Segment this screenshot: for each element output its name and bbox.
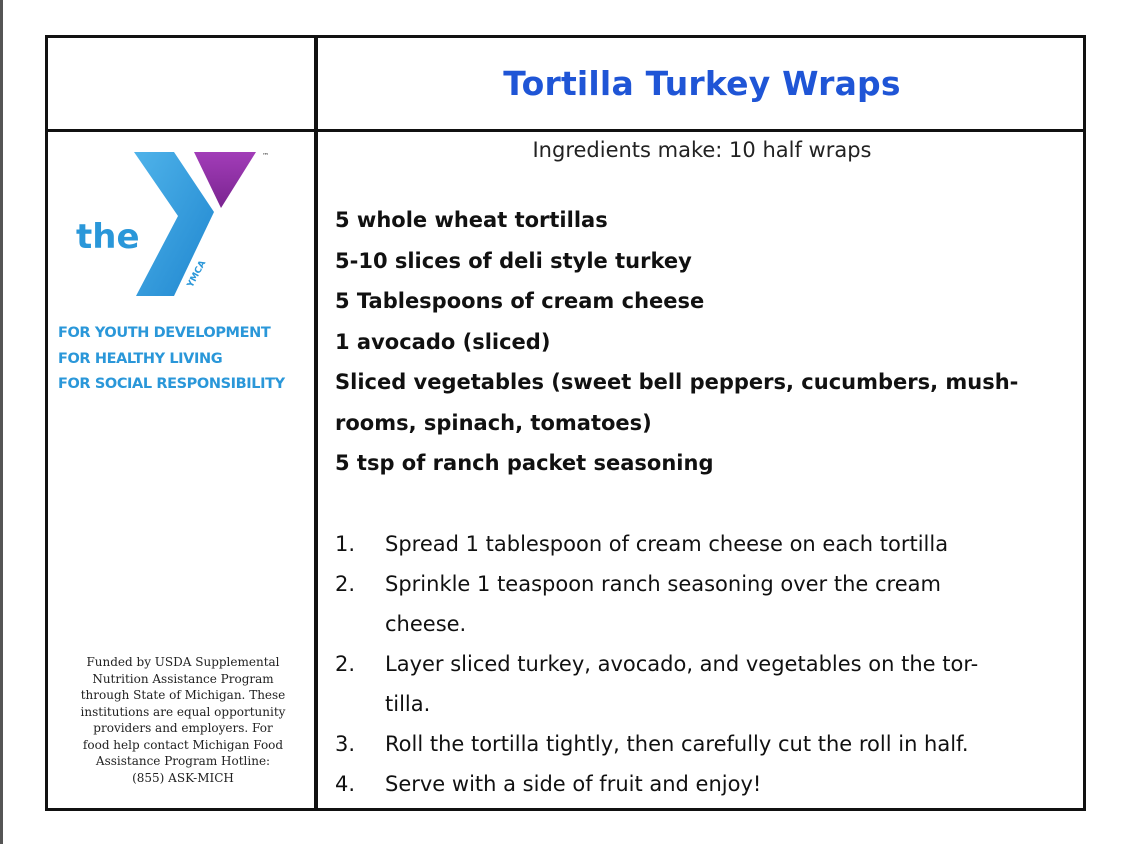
ymca-taglines (58, 321, 308, 398)
recipe-yield: Ingredients make: 10 half wraps (532, 138, 872, 162)
ingredient-line: 5-10 slices of deli style turkey (335, 248, 692, 273)
header-divider (48, 129, 1083, 132)
step-text-line: Serve with a side of fruit and enjoy! (385, 772, 762, 796)
step-text (385, 644, 1070, 724)
step-text-line: tilla. (385, 692, 431, 716)
funding-notice (56, 654, 310, 786)
funding-line: through State of Michigan. These (80, 688, 286, 702)
ingredient-line: Sliced vegetables (sweet bell peppers, cucumbers, mush- (335, 370, 1019, 394)
step-number: 2. (335, 652, 356, 676)
funding-line: Nutrition Assistance Program (92, 671, 274, 686)
step-number: 3. (335, 732, 356, 756)
ingredient-line: 5 tsp of ranch packet seasoning (335, 451, 714, 475)
ingredient-line: 1 avocado (sliced) (335, 329, 551, 354)
instruction-step (335, 524, 1070, 564)
step-text (385, 724, 1070, 764)
recipe-card (45, 35, 1086, 811)
step-number: 1. (335, 532, 356, 556)
step-text (385, 564, 1070, 644)
funding-line: Funded by USDA Supplemental (86, 655, 280, 669)
ingredient-line: rooms, spinach, tomatoes) (335, 410, 652, 435)
funding-line: food help contact Michigan Food (82, 737, 284, 752)
ymca-logo (76, 146, 296, 306)
funding-line: Assistance Program Hotline: (95, 754, 271, 768)
funding-line: institutions are equal opportunity (80, 704, 286, 719)
tagline: FOR HEALTHY LIVING (58, 350, 223, 367)
ingredient-line: 5 whole wheat tortillas (335, 208, 608, 232)
ymca-the-word: the (76, 217, 140, 257)
ymca-trademark: ™ (262, 152, 269, 160)
funding-line: (855) ASK-MICH (132, 770, 234, 785)
step-text (385, 764, 1070, 804)
ingredient-list (335, 200, 1070, 484)
ymca-mark-text: YMCA (185, 259, 209, 290)
instruction-step (335, 564, 1070, 644)
instruction-list (335, 524, 1070, 804)
ingredient-line: 5 Tablespoons of cream cheese (335, 289, 705, 313)
tagline: FOR SOCIAL RESPONSIBILITY (58, 376, 285, 392)
tagline: FOR YOUTH DEVELOPMENT (58, 325, 271, 341)
step-number: 2. (335, 572, 356, 596)
instruction-step (335, 644, 1070, 724)
recipe-title: Tortilla Turkey Wraps (503, 64, 901, 103)
step-text-line: cheese. (385, 612, 467, 636)
step-text-line: Sprinkle 1 teaspoon ranch seasoning over the cream (385, 572, 941, 596)
funding-line: providers and employers. For (93, 721, 273, 735)
instruction-step (335, 724, 1070, 764)
step-text-line: Spread 1 tablespoon of cream cheese on each tortilla (385, 532, 949, 556)
instruction-step (335, 764, 1070, 804)
step-text-line: Layer sliced turkey, avocado, and vegetables on the tor- (385, 652, 979, 676)
step-text-line: Roll the tortilla tightly, then carefully cut the roll in half. (385, 732, 969, 756)
page-left-edge (0, 0, 3, 844)
step-number: 4. (335, 772, 356, 796)
step-text (385, 524, 1070, 564)
